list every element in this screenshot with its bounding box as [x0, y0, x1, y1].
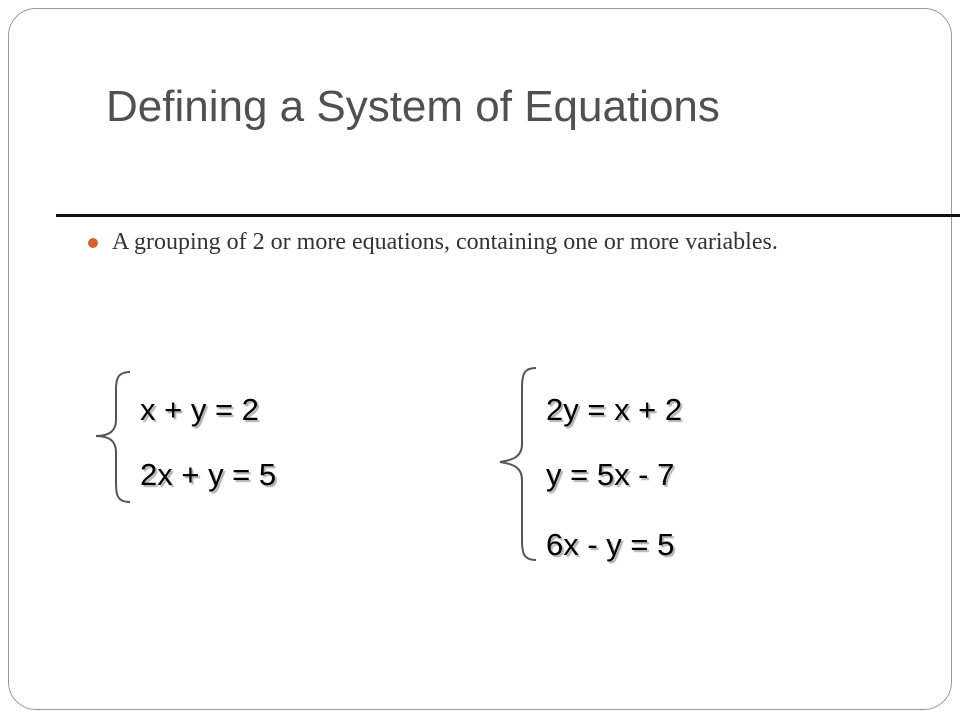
- left-brace-icon: [494, 364, 544, 564]
- equation: 2y = x + 2: [546, 392, 683, 427]
- title-divider: [56, 214, 960, 217]
- bullet-text: A grouping of 2 or more equations, containing one or more variables.: [112, 229, 778, 255]
- slide-title: Defining a System of Equations: [106, 82, 720, 131]
- left-brace-icon: [90, 368, 140, 508]
- equation: x + y = 2: [140, 392, 259, 427]
- equation: 6x - y = 5: [546, 527, 675, 562]
- equation: 2x + y = 5: [140, 457, 277, 492]
- equation: y = 5x - 7: [546, 457, 675, 492]
- bullet-dot-icon: [88, 238, 98, 248]
